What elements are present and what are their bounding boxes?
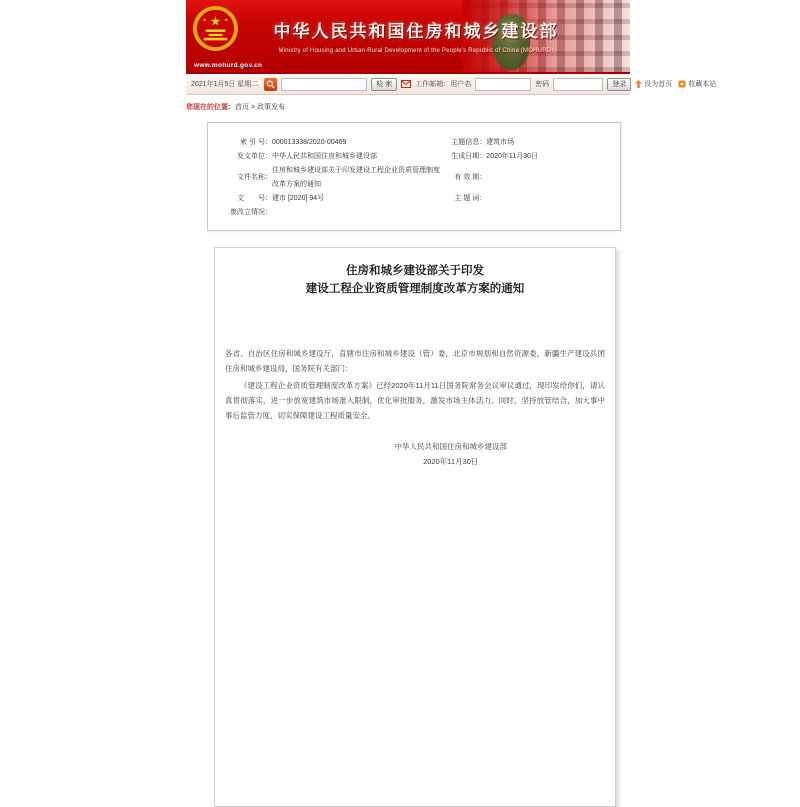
username-input[interactable] xyxy=(475,78,531,91)
breadcrumb-separator: > xyxy=(251,104,256,111)
bookmark-site-link[interactable] xyxy=(678,79,716,89)
document-body: 《建设工程企业资质管理制度改革方案》已经2020年11月11日国务院常务会议审议通过，现印发给你们，请认真贯彻落实，进一步放宽建筑市场准入限制，优化审批服务，激发市场主体活力。同时，坚持放管结合，加大事中事后监管力度，切实保障建设工程质量安全。 xyxy=(225,381,605,420)
mail-username-label: 工作邮箱：用户名 xyxy=(415,81,472,88)
svg-text:★: ★ xyxy=(224,18,229,24)
toolbar xyxy=(186,74,717,95)
password-input[interactable] xyxy=(553,78,603,91)
meta-label-index-no: 索 引 号： xyxy=(240,139,272,146)
meta-value-issuing-unit: 中华人民共和国住房和城乡建设部 xyxy=(272,153,377,160)
password-label: 密码 xyxy=(535,81,550,88)
meta-value-subject-info: 建筑市场 xyxy=(486,139,515,146)
svg-text:★: ★ xyxy=(209,13,222,29)
document-title-line1: 住房和城乡建设部关于印发 xyxy=(346,265,484,277)
meta-value-create-date: 2020年11月30日 xyxy=(486,153,538,160)
meta-label-create-date: 生成日期： xyxy=(451,153,487,160)
site-url: www.mohurd.gov.cn xyxy=(194,62,263,69)
meta-label-validity: 有 效 期： xyxy=(454,174,487,181)
set-homepage-label: 设为首页 xyxy=(644,81,673,88)
meta-value-index-no: 000013338/2020-00469 xyxy=(272,139,347,146)
breadcrumb-home[interactable]: 首页 xyxy=(235,104,249,111)
mail-icon xyxy=(401,80,411,88)
search-button[interactable]: 检 索 xyxy=(371,78,397,91)
site-banner xyxy=(186,0,630,74)
meta-row xyxy=(220,136,610,150)
search-icon xyxy=(264,78,277,91)
meta-row xyxy=(220,150,610,164)
national-emblem-icon xyxy=(192,5,239,52)
meta-label-subject-info: 主题信息： xyxy=(451,139,487,146)
document-panel xyxy=(214,247,616,807)
meta-label-doc-number: 文 号： xyxy=(237,195,272,202)
page xyxy=(186,0,717,807)
signature-date: 2020年11月30日 xyxy=(423,457,479,466)
svg-text:★: ★ xyxy=(202,18,207,24)
document-title xyxy=(225,262,605,298)
meta-label-doc-name: 文件名称： xyxy=(237,174,272,181)
breadcrumb-current[interactable]: 政策发布 xyxy=(257,104,286,111)
bookmark-icon xyxy=(678,80,686,88)
meta-label-issuing-unit: 发文单位： xyxy=(237,153,272,160)
breadcrumb-prefix: 您现在的位置： xyxy=(186,104,235,111)
document-recipients: 各省、自治区住房和城乡建设厅，直辖市住房和城乡建设（管）委，北京市规划和自然资源委，新疆生产建设兵团住房和城乡建设局，国务院有关部门： xyxy=(225,349,605,373)
site-title: 中华人民共和国住房和城乡建设部 xyxy=(273,22,559,41)
login-button[interactable]: 登录 xyxy=(607,78,631,91)
meta-value-doc-name: 住房和城乡建设部关于印发建设工程企业资质管理制度改革方案的通知 xyxy=(272,167,440,188)
site-subtitle-en: Ministry of Housing and Urban-Rural Development of the People's Republic of China (MOHURD) xyxy=(278,48,554,54)
bookmark-site-label: 收藏本站 xyxy=(688,81,717,88)
breadcrumb xyxy=(186,102,630,112)
banner-titles xyxy=(248,17,584,54)
date-label: 2021年1月5日 星期二 xyxy=(191,81,259,88)
meta-row xyxy=(220,206,610,220)
document-signature xyxy=(395,439,508,469)
meta-row xyxy=(220,192,610,206)
meta-value-doc-number: 建市 [2020] 94号 xyxy=(272,195,325,202)
document-metadata-panel xyxy=(207,122,621,231)
set-homepage-link[interactable] xyxy=(635,79,672,89)
meta-label-repeal-status: 废改立情况： xyxy=(230,209,272,216)
document-title-line2: 建设工程企业资质管理制度改革方案的通知 xyxy=(305,283,525,295)
meta-label-keywords: 主 题 词： xyxy=(454,195,487,202)
toolbar-quicklinks xyxy=(635,79,716,89)
meta-row xyxy=(220,164,610,192)
signature-org: 中华人民共和国住房和城乡建设部 xyxy=(394,442,507,451)
search-input[interactable] xyxy=(281,78,367,91)
home-arrow-icon xyxy=(635,80,642,88)
